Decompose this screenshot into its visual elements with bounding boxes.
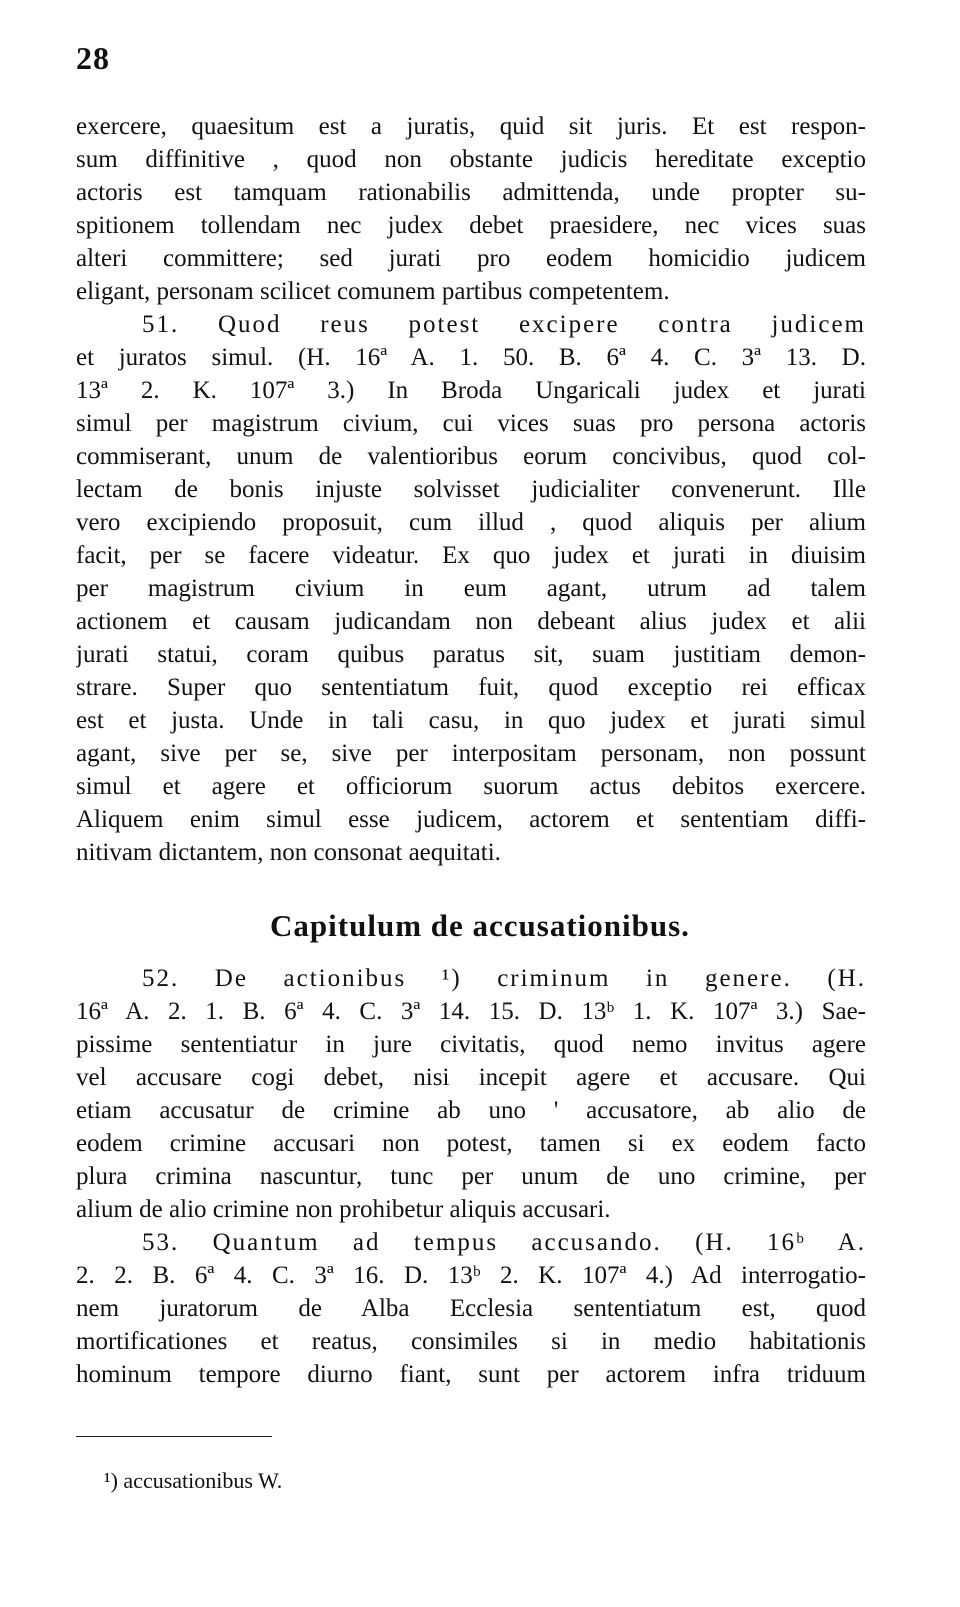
text-line: nem juratorum de Alba Ecclesia sententiatum est, quod [76, 1295, 866, 1322]
text-line: plura crimina nascuntur, tunc per unum de uno crimine, per [76, 1163, 866, 1190]
text-line: nitivam dictantem, non consonat aequitati. [76, 839, 501, 866]
text-line: eligant, personam scilicet comunem partibus competentem. [76, 278, 670, 305]
text-line: etiam accusatur de crimine ab uno ' accusatore, ab alio de [76, 1097, 866, 1124]
text-line: alium de alio crimine non prohibetur aliquis accusari. [76, 1196, 611, 1223]
page-number: 28 [76, 40, 110, 76]
section-title-line: 51. Quod reus potest excipere contra judicem [142, 311, 866, 338]
text-line: pissime sententiatur in jure civitatis, quod nemo invitus agere [76, 1031, 866, 1058]
paragraph-block-1 [76, 110, 866, 869]
footnote-divider [76, 1436, 272, 1437]
text-line: 13ª 2. K. 107ª 3.) In Broda Ungaricali judex et jurati [76, 377, 866, 404]
chapter-heading: Capitulum de accusationibus. [270, 908, 690, 943]
section-title-line: 53. Quantum ad tempus accusando. (H. 16ᵇ A. [142, 1229, 866, 1256]
text-line: simul per magistrum civium, cui vices suas pro persona actoris [76, 410, 866, 437]
text-line: sum diffinitive , quod non obstante judicis hereditate exceptio [76, 146, 866, 173]
section-title-line: 52. De actionibus ¹) criminum in genere. (H. [142, 965, 866, 992]
text-line: actoris est tamquam rationabilis admittenda, unde propter su- [76, 179, 866, 206]
text-line: exercere, quaesitum est a juratis, quid sit juris. Et est respon- [76, 113, 866, 140]
text-line: spitionem tollendam nec judex debet praesidere, nec vices suas [76, 212, 866, 239]
text-line: facit, per se facere videatur. Ex quo judex et jurati in diuisim [76, 542, 866, 569]
text-line: mortificationes et reatus, consimiles si in medio habitationis [76, 1328, 866, 1355]
text-line: commiserant, unum de valentioribus eorum concivibus, quod col- [76, 443, 866, 470]
text-line: eodem crimine accusari non potest, tamen si ex eodem facto [76, 1130, 866, 1157]
text-line: est et justa. Unde in tali casu, in quo judex et jurati simul [76, 707, 866, 734]
text-line: per magistrum civium in eum agant, utrum ad talem [76, 575, 866, 602]
text-line: et juratos simul. (H. 16ª A. 1. 50. B. 6ª 4. C. 3ª 13. D. [76, 344, 866, 371]
text-line: lectam de bonis injuste solvisset judicialiter convenerunt. Ille [76, 476, 866, 503]
footnote: ¹) accusationibus W. [104, 1468, 283, 1493]
text-line: 16ª A. 2. 1. B. 6ª 4. C. 3ª 14. 15. D. 13ᵇ 1. K. 107ª 3.) Sae- [76, 998, 866, 1025]
text-line: alteri committere; sed jurati pro eodem homicidio judicem [76, 245, 866, 272]
text-line: 2. 2. B. 6ª 4. C. 3ª 16. D. 13ᵇ 2. K. 107ª 4.) Ad interrogatio- [76, 1262, 866, 1289]
paragraph-block-2 [76, 962, 866, 1391]
text-line: agant, sive per se, sive per interpositam personam, non possunt [76, 740, 866, 767]
text-line: vel accusare cogi debet, nisi incepit agere et accusare. Qui [76, 1064, 866, 1091]
text-line: hominum tempore diurno fiant, sunt per actorem infra triduum [76, 1361, 866, 1388]
text-line: actionem et causam judicandam non debeant alius judex et alii [76, 608, 866, 635]
text-line: Aliquem enim simul esse judicem, actorem et sententiam diffi- [76, 806, 866, 833]
text-line: jurati statui, coram quibus paratus sit, suam justitiam demon- [76, 641, 866, 668]
text-line: simul et agere et officiorum suorum actus debitos exercere. [76, 773, 866, 800]
text-line: vero excipiendo proposuit, cum illud , quod aliquis per alium [76, 509, 866, 536]
text-line: strare. Super quo sententiatum fuit, quod exceptio rei efficax [76, 674, 866, 701]
